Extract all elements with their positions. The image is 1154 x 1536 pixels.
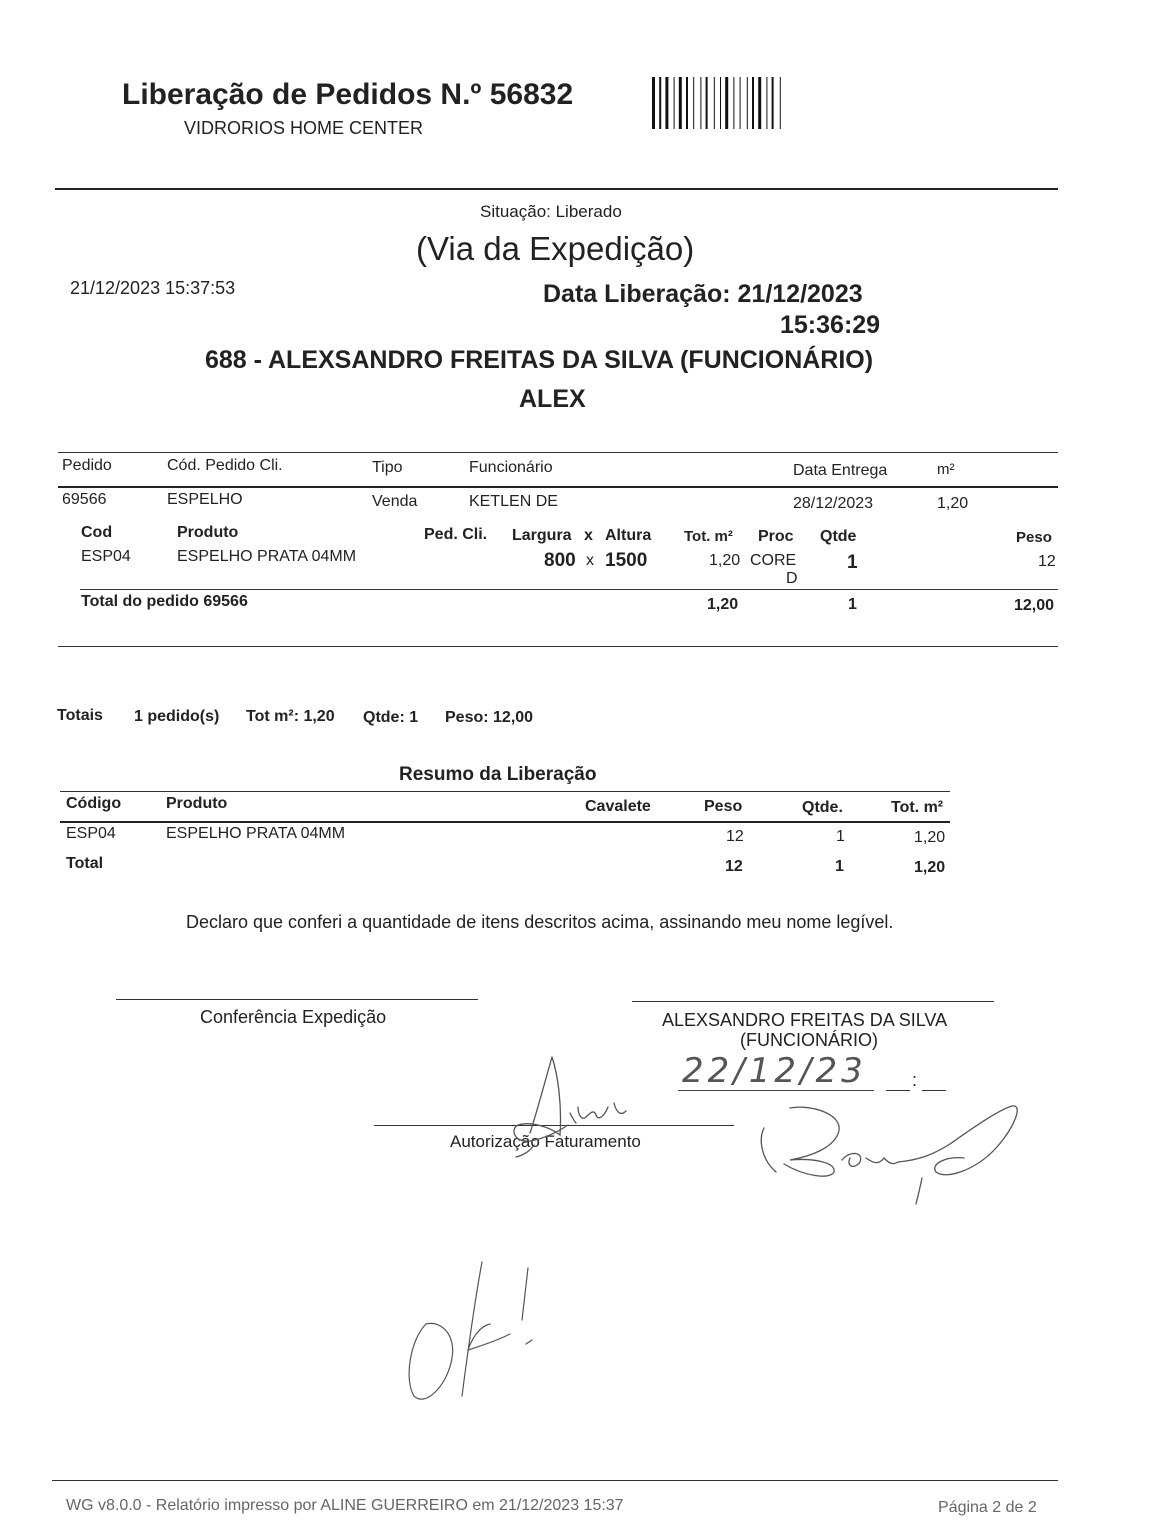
item-proc-value: CORE (750, 552, 797, 569)
item-col-largura: Largura (512, 527, 572, 544)
date-underline (678, 1090, 874, 1091)
footer-page: Página 2 de 2 (938, 1499, 1037, 1516)
col-cod-pedido-cli: Cód. Pedido Cli. (167, 457, 283, 474)
item-x-value: x (586, 552, 594, 569)
barcode-bar (752, 77, 754, 129)
resumo-col-qtde: Qtde. (802, 799, 843, 816)
item-col-ped-cli: Ped. Cli. (424, 526, 488, 543)
item-cod-value: ESP04 (81, 548, 131, 565)
barcode-bar (714, 77, 715, 129)
resumo-title: Resumo da Liberação (399, 764, 597, 785)
order-funcionario-value: KETLEN DE (469, 493, 558, 510)
situacao-label: Situação: Liberado (480, 202, 622, 221)
item-col-cod: Cod (81, 524, 113, 541)
resumo-total-peso: 12 (725, 858, 743, 875)
handwritten-date: 22/12/23 (682, 1051, 867, 1091)
item-peso-value: 12 (1038, 553, 1056, 570)
barcode (652, 77, 830, 129)
autorizacao-label: Autorização Faturamento (450, 1132, 641, 1151)
resumo-col-produto: Produto (166, 795, 228, 812)
autorizacao-signature (490, 1045, 650, 1175)
footer-rule (52, 1480, 1058, 1481)
resumo-codigo-value: ESP04 (66, 825, 116, 842)
resumo-col-codigo: Código (66, 795, 122, 812)
order-cod-cli-value: ESPELHO (167, 491, 243, 508)
order-total-qtde: 1 (848, 596, 857, 613)
totais-m2: Tot m²: 1,20 (246, 708, 335, 725)
funcionario-signature-line (632, 1001, 994, 1002)
totais-pedidos: 1 pedido(s) (134, 708, 220, 725)
order-header-rule (58, 486, 1058, 488)
order-total-m2: 1,20 (707, 596, 739, 613)
resumo-header-rule (60, 821, 950, 823)
barcode-bar (747, 77, 748, 129)
time-blank-hours (886, 1090, 910, 1091)
handwritten-ok (398, 1254, 558, 1414)
footer-report: WG v8.0.0 - Relatório impresso por ALINE GUERREIRO em 21/12/2023 15:37 (66, 1497, 624, 1514)
item-altura-value: 1500 (605, 550, 648, 571)
barcode-bar (652, 77, 655, 129)
funcionario-signature-name: ALEXSANDRO FREITAS DA SILVA (662, 1010, 948, 1030)
order-table-top-rule (58, 452, 1058, 453)
resumo-tot-m2-value: 1,20 (914, 829, 946, 846)
item-col-altura: Altura (605, 527, 652, 544)
via-title: (Via da Expedição) (416, 230, 695, 267)
autorizacao-signature-line (374, 1125, 734, 1126)
resumo-qtde-value: 1 (836, 828, 845, 845)
item-col-qtde: Qtde (820, 528, 857, 545)
resumo-total-tot-m2: 1,20 (914, 859, 946, 876)
resumo-peso-value: 12 (726, 828, 744, 845)
col-m2: m² (937, 461, 955, 478)
barcode-bar (665, 77, 668, 129)
barcode-bar (686, 77, 688, 129)
data-liberacao-time: 15:36:29 (780, 311, 881, 339)
barcode-bar (725, 77, 728, 129)
declaration-text: Declaro que conferi a quantidade de itens descritos acima, assinando meu nome legível. (186, 912, 894, 932)
barcode-bar (772, 77, 774, 129)
item-proc-value-line2: D (786, 570, 798, 587)
document-title: Liberação de Pedidos N.º 56832 (122, 78, 574, 111)
item-tot-m2-value: 1,20 (709, 552, 741, 569)
resumo-top-rule (60, 791, 950, 792)
employee-name: 688 - ALEXSANDRO FREITAS DA SILVA (FUNCIONÁRIO) (205, 346, 874, 374)
data-liberacao: Data Liberação: 21/12/2023 (543, 280, 863, 308)
barcode-bar (733, 77, 734, 129)
time-separator: : (912, 1070, 918, 1090)
barcode-bar (740, 77, 741, 129)
col-tipo: Tipo (372, 459, 403, 476)
header-divider (55, 188, 1058, 190)
item-col-tot-m2: Tot. m² (684, 528, 733, 545)
order-pedido-value: 69566 (62, 491, 107, 508)
col-pedido: Pedido (62, 457, 112, 474)
conferencia-label: Conferência Expedição (200, 1007, 387, 1027)
order-tipo-value: Venda (372, 493, 418, 510)
item-largura-value: 800 (544, 550, 576, 571)
col-data-entrega: Data Entrega (793, 462, 888, 479)
employee-nickname: ALEX (519, 385, 586, 413)
item-col-produto: Produto (177, 524, 239, 541)
order-total-peso: 12,00 (1014, 597, 1055, 614)
item-col-x: x (584, 527, 593, 544)
barcode-bar (766, 77, 767, 129)
funcionario-signature-role: (FUNCIONÁRIO) (740, 1030, 878, 1050)
resumo-total-label: Total (66, 855, 104, 872)
barcode-bar (693, 77, 694, 129)
funcionario-signature (750, 1100, 1030, 1210)
item-col-peso: Peso (1016, 529, 1052, 546)
barcode-bar (659, 77, 661, 129)
item-produto-value: ESPELHO PRATA 04MM (177, 548, 357, 565)
resumo-col-peso: Peso (704, 798, 743, 815)
barcode-bar (758, 77, 761, 129)
col-funcionario: Funcionário (469, 459, 553, 476)
barcode-bar (720, 77, 721, 129)
conferencia-signature-line (116, 999, 478, 1000)
order-m2-value: 1,20 (937, 495, 969, 512)
barcode-bar (706, 77, 708, 129)
resumo-produto-value: ESPELHO PRATA 04MM (166, 825, 346, 842)
order-total-label: Total do pedido 69566 (81, 593, 248, 610)
totais-label: Totais (57, 707, 103, 724)
order-table-bottom-rule (58, 646, 1058, 647)
printed-timestamp: 21/12/2023 15:37:53 (70, 278, 236, 298)
barcode-bar (780, 77, 781, 129)
totais-qtde: Qtde: 1 (363, 709, 419, 726)
barcode-bar (700, 77, 701, 129)
resumo-col-tot-m2: Tot. m² (891, 799, 944, 816)
item-col-proc: Proc (758, 528, 794, 545)
time-blank-minutes (922, 1090, 946, 1091)
resumo-col-cavalete: Cavalete (585, 798, 651, 815)
barcode-bar (674, 77, 675, 129)
resumo-total-qtde: 1 (835, 858, 844, 875)
item-qtde-value: 1 (847, 552, 858, 573)
order-total-rule (80, 589, 1058, 590)
order-data-entrega-value: 28/12/2023 (793, 495, 874, 512)
company-name: VIDRORIOS HOME CENTER (184, 118, 424, 138)
totais-peso: Peso: 12,00 (445, 709, 534, 726)
barcode-bar (679, 77, 682, 129)
